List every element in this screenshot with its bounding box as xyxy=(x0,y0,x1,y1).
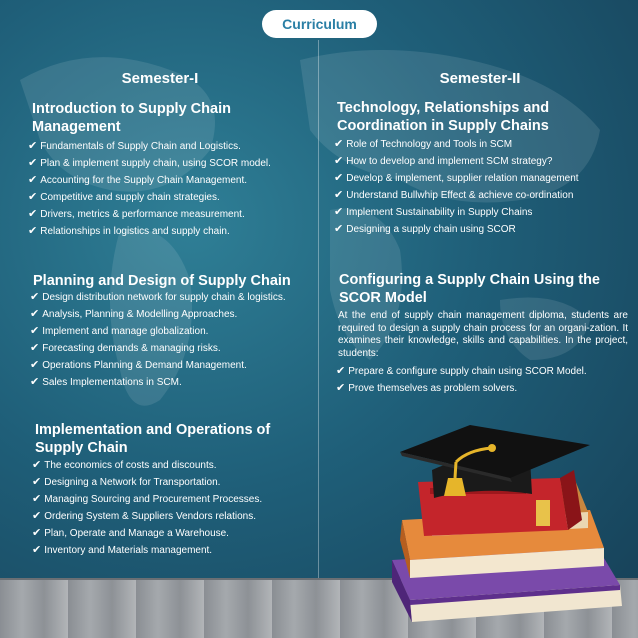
check-icon: ✔ xyxy=(32,510,42,522)
section-title-line: Supply Chain xyxy=(35,440,128,456)
implementation-topic-list xyxy=(32,457,262,559)
check-icon: ✔ xyxy=(32,459,42,471)
check-icon: ✔ xyxy=(334,138,344,150)
check-icon: ✔ xyxy=(334,223,344,235)
check-icon: ✔ xyxy=(32,476,42,488)
check-icon: ✔ xyxy=(30,359,40,371)
section-scor-title xyxy=(339,271,600,307)
list-item: ✔ Managing Sourcing and Procurement Processes. xyxy=(32,491,262,508)
section-title-line: Configuring a Supply Chain Using the xyxy=(339,272,600,288)
list-item: ✔ Understand Bullwhip Effect & achieve co-ordination xyxy=(334,187,579,204)
check-icon: ✔ xyxy=(28,191,38,203)
list-item: ✔ Plan, Operate and Manage a Warehouse. xyxy=(32,525,262,542)
check-icon: ✔ xyxy=(336,365,346,377)
section-title-line: Introduction to Supply Chain xyxy=(32,101,231,117)
technology-topic-list xyxy=(334,136,579,238)
section-implementation-title xyxy=(35,421,270,457)
check-icon: ✔ xyxy=(30,291,40,303)
check-icon: ✔ xyxy=(30,342,40,354)
list-item: ✔ Develop & implement, supplier relation management xyxy=(334,170,579,187)
check-icon: ✔ xyxy=(336,382,346,394)
check-icon: ✔ xyxy=(32,527,42,539)
list-item: ✔ Inventory and Materials management. xyxy=(32,542,262,559)
section-planning-title xyxy=(33,272,291,290)
list-item: ✔ Operations Planning & Demand Management. xyxy=(30,357,286,374)
check-icon: ✔ xyxy=(28,140,38,152)
check-icon: ✔ xyxy=(334,172,344,184)
list-item: ✔ Sales Implementations in SCM. xyxy=(30,374,286,391)
check-icon: ✔ xyxy=(28,225,38,237)
check-icon: ✔ xyxy=(334,206,344,218)
check-icon: ✔ xyxy=(32,493,42,505)
list-item: ✔ Relationships in logistics and supply chain. xyxy=(28,223,271,240)
curriculum-banner: Curriculum xyxy=(262,10,377,38)
check-icon: ✔ xyxy=(30,325,40,337)
wooden-floor xyxy=(0,578,638,638)
column-divider xyxy=(318,40,319,580)
list-item: ✔ Design distribution network for supply chain & logistics. xyxy=(30,289,286,306)
check-icon: ✔ xyxy=(28,174,38,186)
list-item: ✔ Competitive and supply chain strategies. xyxy=(28,189,271,206)
section-title-line: Implementation and Operations of xyxy=(35,422,271,438)
section-title-line: Technology, Relationships and xyxy=(337,100,550,116)
check-icon: ✔ xyxy=(28,208,38,220)
list-item: ✔ Implement and manage globalization. xyxy=(30,323,286,340)
section-title-line: Coordination in Supply Chains xyxy=(337,118,549,134)
section-title-line: SCOR Model xyxy=(339,290,427,306)
list-item: ✔ Implement Sustainability in Supply Chains xyxy=(334,204,579,221)
scor-description: At the end of supply chain management diploma, students are required to design a supply chain process for an organi-zation. It examines their knowledge, skills and capabilities. In the project, students: xyxy=(338,310,628,359)
check-icon: ✔ xyxy=(30,308,40,320)
section-title-line: Planning and Design of Supply Chain xyxy=(33,273,291,289)
semester-2-title: Semester-II xyxy=(439,70,521,87)
check-icon: ✔ xyxy=(28,157,38,169)
section-technology-title xyxy=(337,99,549,135)
list-item: ✔ Analysis, Planning & Modelling Approaches. xyxy=(30,306,286,323)
list-item: ✔ The economics of costs and discounts. xyxy=(32,457,262,474)
list-item: ✔ Drivers, metrics & performance measurement. xyxy=(28,206,271,223)
check-icon: ✔ xyxy=(30,376,40,388)
list-item: ✔ Forecasting demands & managing risks. xyxy=(30,340,286,357)
list-item: ✔ Ordering System & Suppliers Vendors relations. xyxy=(32,508,262,525)
red-book-icon xyxy=(418,470,582,536)
graduation-cap-icon xyxy=(400,425,590,498)
check-icon: ✔ xyxy=(334,155,344,167)
list-item: ✔ How to develop and implement SCM strategy? xyxy=(334,153,579,170)
intro-topic-list xyxy=(28,138,271,240)
list-item: ✔ Fundamentals of Supply Chain and Logistics. xyxy=(28,138,271,155)
orange-book-icon xyxy=(400,510,604,578)
section-intro-title xyxy=(32,100,231,136)
semester-1-title: Semester-I xyxy=(121,70,199,87)
scor-topic-list xyxy=(336,363,587,397)
list-item: ✔ Role of Technology and Tools in SCM xyxy=(334,136,579,153)
list-item: ✔ Accounting for the Supply Chain Management. xyxy=(28,172,271,189)
check-icon: ✔ xyxy=(32,544,42,556)
planning-topic-list xyxy=(30,289,286,391)
list-item: ✔ Prove themselves as problem solvers. xyxy=(336,380,587,397)
list-item: ✔ Designing a Network for Transportation. xyxy=(32,474,262,491)
list-item: ✔ Plan & implement supply chain, using SCOR model. xyxy=(28,155,271,172)
list-item: ✔ Designing a supply chain using SCOR xyxy=(334,221,579,238)
list-item: ✔ Prepare & configure supply chain using SCOR Model. xyxy=(336,363,587,380)
brown-book-icon xyxy=(424,480,588,536)
section-title-line: Management xyxy=(32,119,121,135)
check-icon: ✔ xyxy=(334,189,344,201)
